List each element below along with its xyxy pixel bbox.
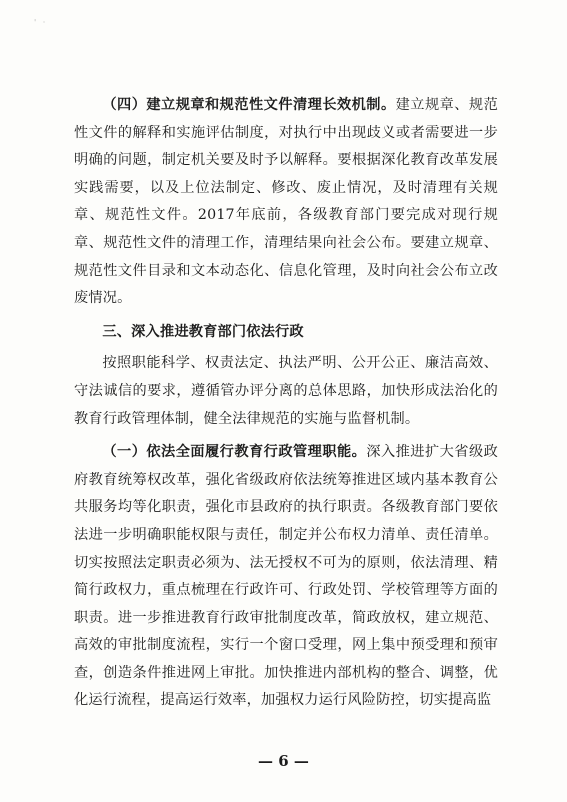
part-3-intro-paragraph: 按照职能科学、权责法定、执法严明、公开公正、廉洁高效、守法诚信的要求，遵循管办评分离的总体思路，加快形成法治化的教育行政管理体制，健全法律规范的实施与监督机制。 bbox=[74, 355, 498, 427]
part-3-heading: 三、深入推进教育部门依法行政 bbox=[102, 323, 304, 340]
section-1-paragraph bbox=[74, 439, 498, 715]
section-4-lead: （四）建立规章和规范性文件清理长效机制。 bbox=[102, 97, 396, 113]
scan-speck: ' · bbox=[34, 18, 48, 27]
page-number: — 6 — bbox=[258, 752, 309, 770]
section-1-lead: （一）依法全面履行教育行政管理职能。 bbox=[102, 444, 367, 461]
section-4-text: 建立规章、规范性文件的解释和实施评估制度，对执行中出现歧义或者需要进一步明确的问题，制定机关要及时予以解释。要根据深化教育改革发展实践需要，以及上位法制定、修改、废止情况，及时清理有关规章、规范性文件。2017年底前，各级教育部门要完成对现行规章、规范性文件的清理工作，清理结果向社会公布。要建立规章、规范性文件目录和文本动态化、信息化管理，及时向社会公布立改废情况。 bbox=[74, 97, 498, 307]
document-body bbox=[74, 92, 498, 721]
section-1-text: 深入推进扩大省级政府教育统筹权改革，强化省级政府依法统筹推进区域内基本教育公共服务均等化职责，强化市县政府的执行职责。各级教育部门要依法进一步明确职能权限与责任，制定并公布权力清单、责任清单。切实按照法定职责必须为、法无授权不可为的原则，依法清理、精简行政权力，重点梳理在行政许可、行政处罚、学校管理等方面的职责。进一步推进教育行政审批制度改革，简政放权，建立规范、高效的审批制度流程，实行一个窗口受理，网上集中预受理和预审查，创造条件推进网上审批。加快推进内部机构的整合、调整，优化运行流程，提高运行效率，加强权力运行风险防控，切实提高监 bbox=[74, 444, 498, 709]
section-4-paragraph bbox=[74, 92, 498, 313]
